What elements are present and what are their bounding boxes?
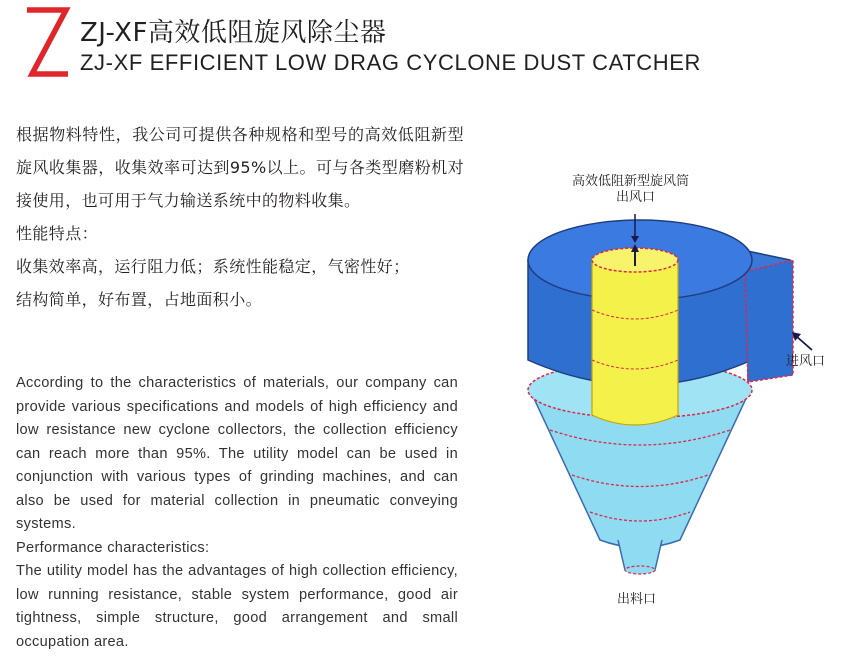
english-performance-text: The utility model has the advantages of high collection efficiency, low running resistance, stable system performance, good air tightness, simple structure, good arrangement and small occupation area. <box>16 563 458 650</box>
label-air-inlet: 进风口 <box>786 354 826 369</box>
outlet-tube <box>592 260 678 425</box>
cyclone-illustration <box>490 160 858 620</box>
chinese-features-line-1: 收集效率高，运行阻力低；系统性能稳定，气密性好； <box>16 257 410 276</box>
title-english: ZJ-XF EFFICIENT LOW DRAG CYCLONE DUST CATCHER <box>80 50 702 75</box>
chinese-description-block <box>16 118 464 316</box>
chinese-description: 根据物料特性，我公司可提供各种规格和型号的高效低阻新型旋风收集器，收集效率可达到95%以上。可与各类型磨粉机对接使用，也可用于气力输送系统中的物料收集。 <box>16 125 464 210</box>
label-cyclone-name: 高效低阻新型旋风筒 <box>572 174 690 189</box>
title-chinese: ZJ-XF高效低阻旋风除尘器 <box>80 18 387 48</box>
label-air-outlet: 出风口 <box>616 190 656 205</box>
chinese-features-line-2: 结构简单，好布置，占地面积小。 <box>16 290 263 309</box>
brand-letter-z <box>22 2 72 82</box>
inlet-arrow <box>796 336 812 350</box>
discharge-spout <box>618 540 662 570</box>
english-performance-label: Performance characteristics: <box>16 539 210 556</box>
english-description-block <box>16 372 458 654</box>
cyclone-diagram <box>490 160 858 620</box>
chinese-features-label: 性能特点： <box>16 224 99 243</box>
label-material-outlet: 出料口 <box>617 592 657 607</box>
english-description: According to the characteristics of materials, our company can provide various specifications and models of high efficiency and low resistance new cyclone collectors, the collection efficiency can reach more than 95%. The utility model can be used in conjunction with various types of grinding machines, and can also be used for material collection in pneumatic conveying systems. <box>16 375 458 532</box>
